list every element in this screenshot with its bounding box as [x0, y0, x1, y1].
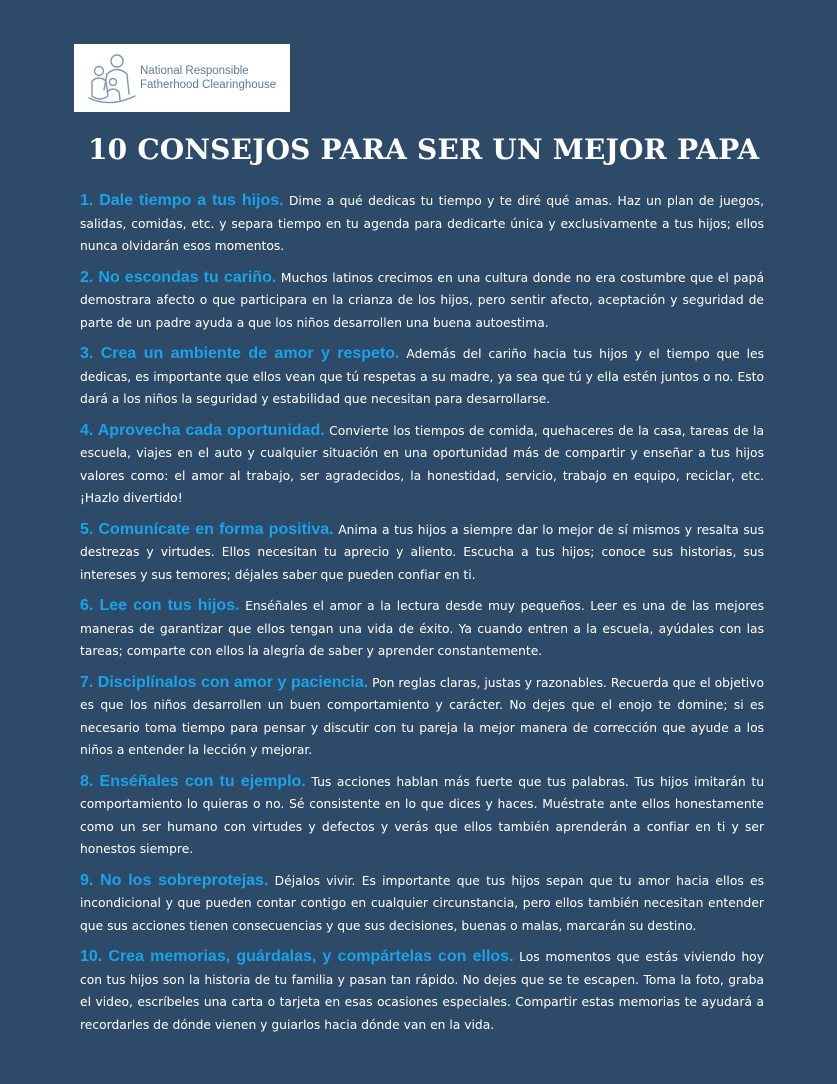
tip-body: Los momentos que estás viviendo hoy con tus hijos son la historia de tu familia y pasan tan rápido. No dejes que se te escapen. Toma la foto, graba el video, escríbeles una carta o tarjeta en esas ocasiones especiales. Compartir estas memorias te ayudará a recordarles de dónde vienen y guiarlos hacia dónde van en la vida.	[80, 950, 764, 1032]
tip-heading: 2. No escondas tu cariño.	[80, 268, 277, 286]
tip-4	[80, 420, 764, 510]
logo-line-2: Fatherhood Clearinghouse	[140, 79, 277, 91]
tip-8	[80, 771, 764, 861]
tips-list	[80, 190, 764, 1045]
tip-heading: 8. Enséñales con tu ejemplo.	[80, 772, 306, 790]
tip-heading: 3. Crea un ambiente de amor y respeto.	[80, 345, 400, 362]
tip-heading: 7. Disciplínalos con amor y paciencia.	[80, 673, 369, 691]
tip-2	[80, 267, 764, 335]
tip-5	[80, 519, 764, 587]
logo-text	[140, 64, 276, 92]
tip-7	[80, 672, 764, 762]
tip-body: Pon reglas claras, justas y razonables. Recuerda que el objetivo es que los niños desarrollen un buen comportamiento y carácter. No dejes que el enojo te domine; si es necesario toma tiempo para pensar y discutir con tu pareja la mejor manera de corrección que ayude a los niños a entender la lección y mejorar.	[80, 675, 764, 757]
tip-body: Dime a qué dedicas tu tiempo y te diré qué amas. Haz un plan de juegos, salidas, comidas, etc. y separa tiempo en tu agenda para dedicarte única y exclusivamente a tus hijos; ellos nunca olvidarán esos momentos.	[80, 194, 764, 253]
tip-body: Déjalos vivir. Es importante que tus hijos sepan que tu amor hacia ellos es incondicional y que pueden contar contigo en cualquier circunstancia, pero ellos también necesitan entender que sus acciones tienen consecuencias y que sus decisiones, buenas o malas, marcarán su destino.	[80, 873, 764, 933]
tip-body: Muchos latinos crecimos en una cultura donde no era costumbre que el papá demostrara afecto o que participara en la crianza de los hijos, pero sentir afecto, aceptación y seguridad de parte de un padre ayuda a que los niños desarrollen una buena autoestima.	[80, 270, 764, 330]
tip-heading: 4. Aprovecha cada oportunidad.	[80, 421, 325, 439]
tip-10	[80, 946, 764, 1036]
tip-1	[80, 190, 764, 258]
tip-heading: 1. Dale tiempo a tus hijos.	[80, 192, 284, 209]
page-title: 10 CONSEJOS PARA SER UN MEJOR PAPA	[88, 133, 760, 166]
tip-6	[80, 595, 764, 663]
family-icon	[86, 50, 138, 106]
logo	[74, 44, 290, 112]
tip-body: Anima a tus hijos a siempre dar lo mejor de sí mismos y resalta sus destrezas y virtudes. Ellos necesitan tu aprecio y aliento. Escucha a tus hijos; conoce sus historias, sus intereses y sus temores; déjales saber que pueden confiar en ti.	[80, 522, 764, 582]
tip-heading: 5. Comunícate en forma positiva.	[80, 520, 334, 538]
tip-heading: 9. No los sobreprotejas.	[80, 871, 269, 889]
tip-body: Tus acciones hablan más fuerte que tus palabras. Tus hijos imitarán tu comportamiento lo quieras o no. Sé consistente en lo que dices y haces. Muéstrate ante ellos honestamente como un ser humano con virtudes y defectos y verás que ellos también aprenderán a confiar en ti y ser honestos siempre.	[80, 774, 765, 856]
tip-body: Además del cariño hacia tus hijos y el tiempo que les dedicas, es importante que ellos vean que tú respetas a su madre, ya sea que tú y ella estén juntos o no. Esto dará a los niños la seguridad y estabilidad que necesitan para desarrollarse.	[80, 347, 764, 406]
tip-heading: 10. Crea memorias, guárdalas, y compártelas con ellos.	[80, 948, 514, 965]
tip-3	[80, 343, 764, 411]
tip-body: Convierte los tiempos de comida, quehaceres de la casa, tareas de la escuela, viajes en el auto y cualquier situación en una oportunidad más de compartir y enseñar a tus hijos valores como: el amor al trabajo, ser agradecidos, la honestidad, servicio, trabajo en equipo, reciclar, etc. ¡Hazlo divertido!	[80, 423, 764, 505]
tip-heading: 6. Lee con tus hijos.	[80, 597, 240, 614]
tip-9	[80, 870, 764, 938]
logo-line-1: National Responsible	[140, 65, 249, 77]
tip-body: Enséñales el amor a la lectura desde muy pequeños. Leer es una de las mejores maneras de garantizar que ellos tengan una vida de éxito. Ya cuando entren a la escuela, ayúdales con las tareas; comparte con ellos la alegría de saber y aprender constantemente.	[80, 599, 764, 658]
